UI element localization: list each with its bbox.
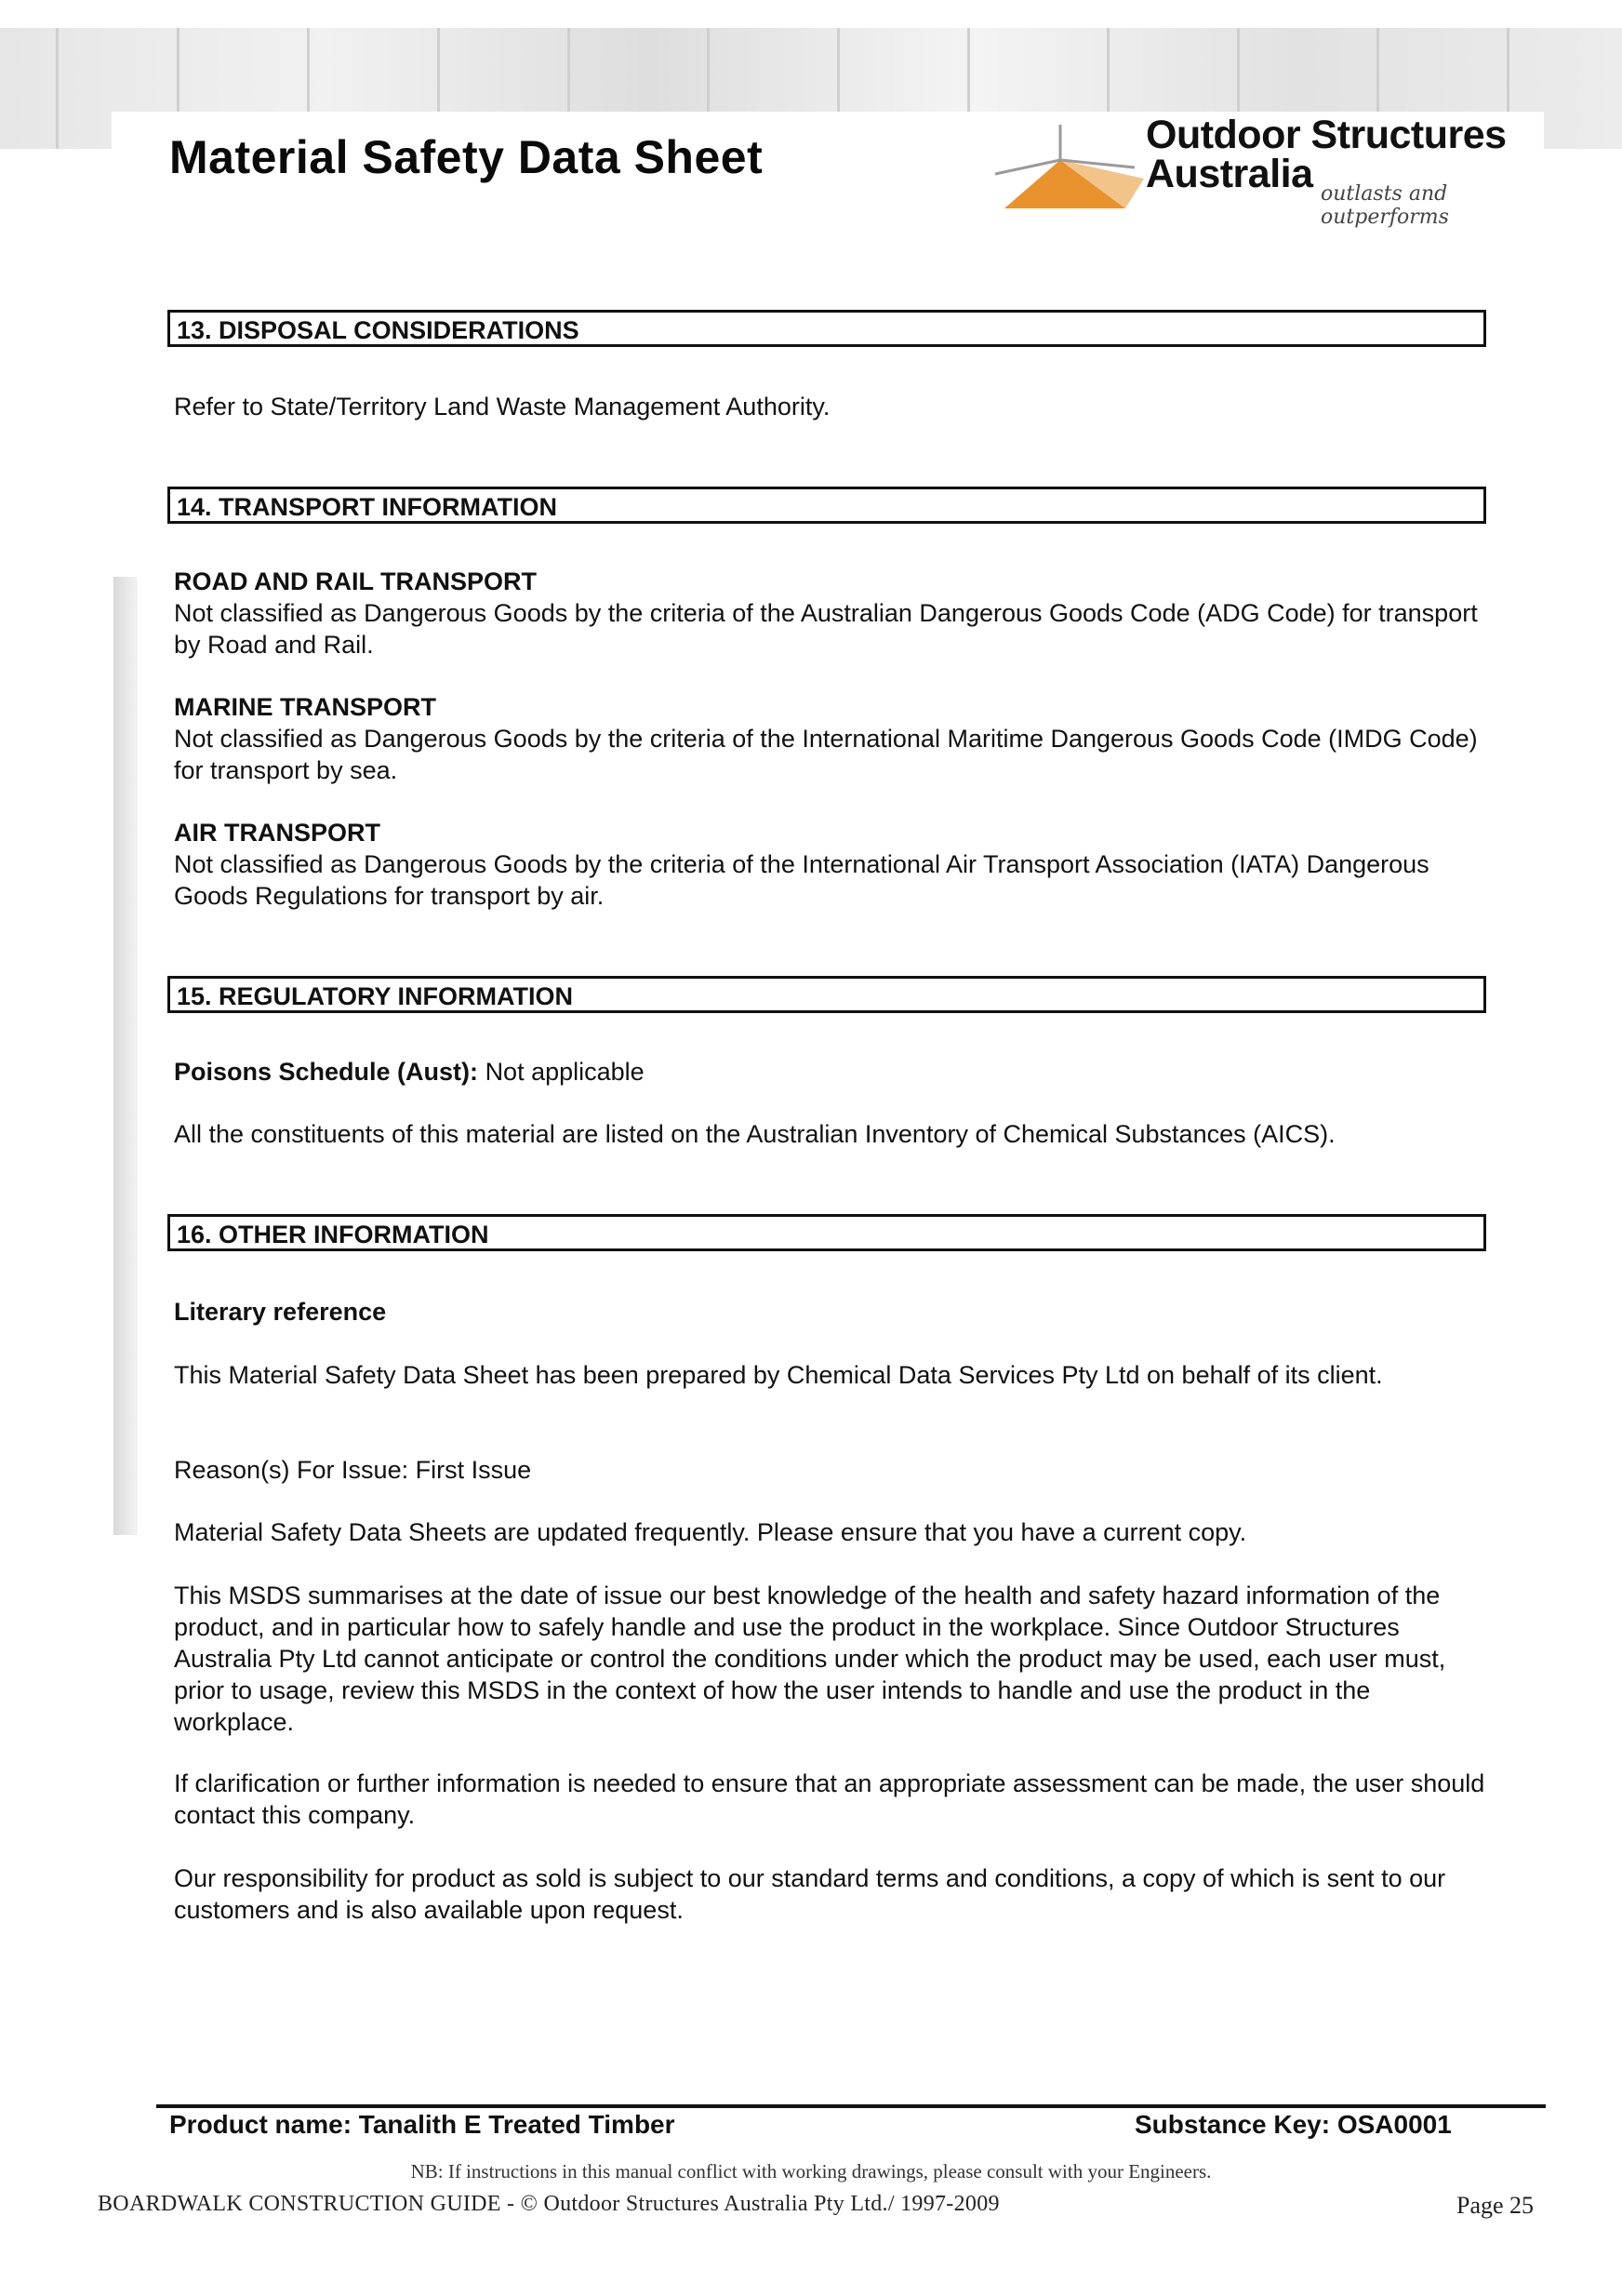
logo-name-line2: Australia	[1146, 152, 1313, 196]
poisons-schedule	[174, 1056, 1495, 1088]
section-16-heading: 16. OTHER INFORMATION	[167, 1214, 1486, 1251]
logo-tagline: outlasts and outperforms	[1321, 182, 1449, 229]
section-13-heading: 13. DISPOSAL CONSIDERATIONS	[167, 310, 1486, 347]
air-text: Not classified as Dangerous Goods by the criteria of the International Air Transport Association (IATA) Dangerous Goods Regulations for transport by air.	[174, 850, 1429, 910]
logo-name-line1: Outdoor Structures	[1146, 113, 1507, 157]
other-info-paragraph-3: Material Safety Data Sheets are updated frequently. Please ensure that you have a current copy.	[174, 1518, 1247, 1546]
left-decorative-strip	[113, 577, 138, 1535]
other-info-paragraph-5: If clarification or further information is needed to ensure that an appropriate assessment can be made, the user should contact this company.	[174, 1769, 1485, 1829]
section-15-heading: 15. REGULATORY INFORMATION	[167, 976, 1486, 1013]
footer-substance-key: Substance Key: OSA0001	[1135, 2110, 1452, 2139]
document-title: Material Safety Data Sheet	[169, 131, 764, 183]
page-number: Page 25	[1456, 2192, 1535, 2219]
poisons-label: Poisons Schedule (Aust):	[174, 1058, 479, 1086]
road-rail-heading: ROAD AND RAIL TRANSPORT	[174, 567, 537, 595]
logo-mark-icon	[986, 123, 1144, 216]
footer-product-name: Product name: Tanalith E Treated Timber	[169, 2110, 675, 2139]
marine-text: Not classified as Dangerous Goods by the criteria of the International Maritime Dangerous Goods Code (IMDG Code) for transport by sea.	[174, 725, 1478, 784]
marine-heading: MARINE TRANSPORT	[174, 693, 436, 721]
reason-for-issue: Reason(s) For Issue: First Issue	[174, 1456, 532, 1484]
literary-reference-heading: Literary reference	[174, 1298, 387, 1326]
poisons-value: Not applicable	[485, 1058, 645, 1086]
footer-guide-title: BOARDWALK CONSTRUCTION GUIDE - © Outdoor Structures Australia Pty Ltd./ 1997-2009	[98, 2192, 1000, 2216]
footer-rule	[156, 2104, 1546, 2108]
other-info-paragraph-4: This MSDS summarises at the date of issue our best knowledge of the health and safety hazard information of the product, and in particular how to safely handle and use the product in the workplace. Since Outdoor Structures Australia Pty Ltd cannot anticipate or control the conditions under which the product may be used, each user must, prior to usage, review this MSDS in the context of how the user intends to handle and use the product in the workplace.	[174, 1582, 1446, 1736]
section-14-heading: 14. TRANSPORT INFORMATION	[167, 487, 1486, 524]
aics-text: All the constituents of this material are listed on the Australian Inventory of Chemical Substances (AICS).	[174, 1120, 1336, 1148]
disposal-text: Refer to State/Territory Land Waste Management Authority.	[174, 393, 831, 420]
footer-nb-note: NB: If instructions in this manual conflict with working drawings, please consult with your Engineers.	[410, 2160, 1212, 2183]
other-info-paragraph-1: This Material Safety Data Sheet has been prepared by Chemical Data Services Pty Ltd on behalf of its client.	[174, 1361, 1383, 1389]
air-heading: AIR TRANSPORT	[174, 819, 380, 847]
other-info-paragraph-6: Our responsibility for product as sold is subject to our standard terms and conditions, a copy of which is sent to our customers and is also available upon request.	[174, 1864, 1446, 1924]
company-logo	[986, 113, 1562, 229]
road-rail-text: Not classified as Dangerous Goods by the criteria of the Australian Dangerous Goods Code (ADG Code) for transport by Road and Rail.	[174, 599, 1478, 659]
